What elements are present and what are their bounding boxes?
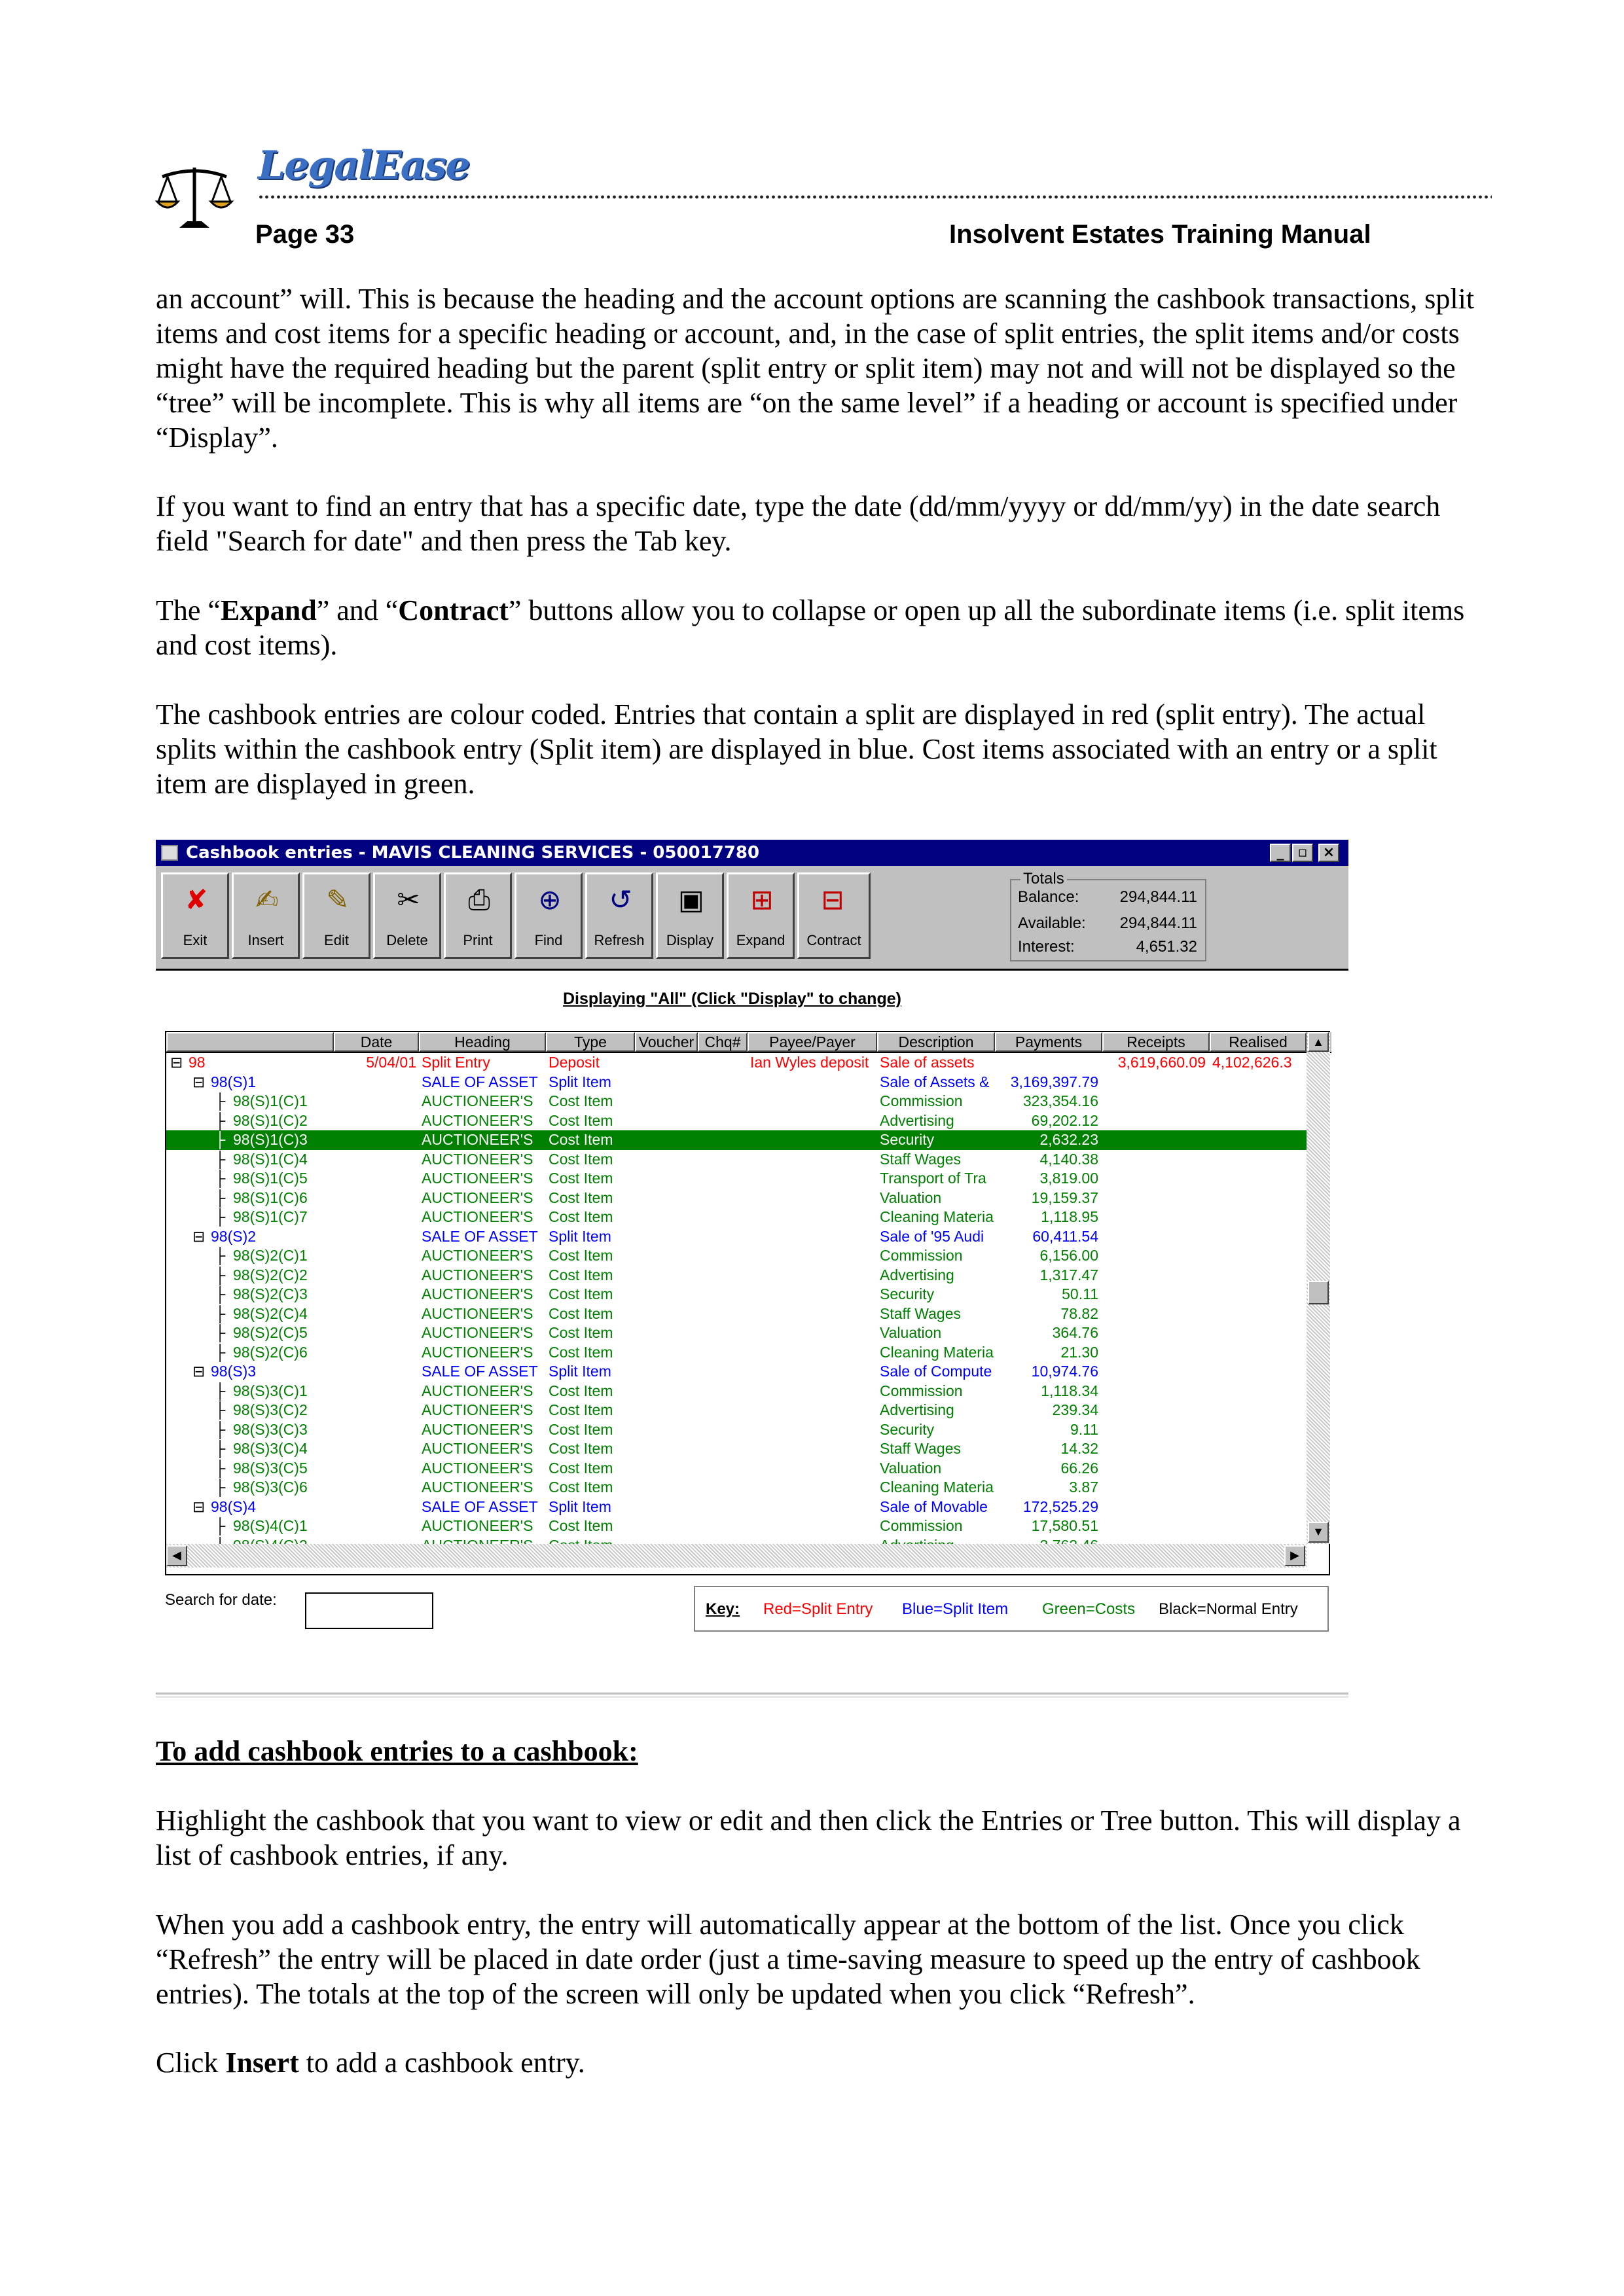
cell-heading: AUCTIONEER'S <box>422 1343 533 1361</box>
balance-value: 294,844.11 <box>1119 888 1197 906</box>
insert-button[interactable]: ✍ Insert <box>232 872 300 959</box>
cell-pay: 364.76 <box>1052 1324 1098 1341</box>
colour-key <box>694 1586 1329 1632</box>
cell-heading: AUCTIONEER'S <box>422 1324 533 1341</box>
interest-value: 4,651.32 <box>1136 938 1197 956</box>
entry-id: 98(S)3(C)3 <box>233 1420 308 1438</box>
entry-id: 98(S)2(C)1 <box>233 1247 308 1264</box>
cell-pay: 19,159.37 <box>1031 1189 1098 1206</box>
col-header-heading[interactable]: Heading <box>419 1032 546 1052</box>
cell-type: Cost Item <box>549 1150 613 1168</box>
close-button[interactable]: × <box>1318 844 1339 862</box>
grid-header <box>166 1032 1331 1053</box>
cell-heading: AUCTIONEER'S <box>422 1382 533 1399</box>
cell-desc: Sale of Movable <box>880 1498 988 1515</box>
col-header-tree[interactable] <box>166 1032 334 1052</box>
manual-title: Insolvent Estates Training Manual <box>949 220 1371 249</box>
cell-heading: AUCTIONEER'S <box>422 1401 533 1418</box>
cell-desc: Sale of assets <box>880 1054 975 1071</box>
entry-id: 98(S)3(C)4 <box>233 1440 308 1457</box>
tree-branch-icon: ├ <box>215 1266 226 1283</box>
cell-type: Cost Item <box>549 1285 613 1302</box>
horizontal-scrollbar[interactable] <box>166 1544 1307 1568</box>
table-row[interactable] <box>166 1362 1307 1382</box>
tree-branch-icon: ├ <box>215 1247 226 1264</box>
cell-heading: AUCTIONEER'S <box>422 1285 533 1302</box>
totals-panel <box>1010 870 1206 961</box>
cell-pay: 1,118.34 <box>1041 1382 1098 1399</box>
paragraph-colour-coding: The cashbook entries are colour coded. Entries that contain a split are displayed in red (split entry). The actual splits within the cashbook entry (Split item) are displayed in blue. Cost items associated with an entry or a split item are displayed in green. <box>156 698 1437 800</box>
table-row[interactable] <box>166 1150 1307 1170</box>
cell-pay: 17,580.51 <box>1031 1517 1098 1534</box>
paragraph-add-entry: When you add a cashbook entry, the entry will automatically appear at the bottom of the list. Once you click “Refresh” the entry will be placed in date order (just a time-saving measure to speed up the entry of cashbook entries). The totals at the top of the screen will only be updated when you click “Refresh”. <box>156 1909 1420 2010</box>
cell-desc: Sale of '95 Audi <box>880 1227 984 1245</box>
available-value: 294,844.11 <box>1119 914 1197 932</box>
insert-icon: ✍ <box>255 884 279 916</box>
cell-pay: 172,525.29 <box>1022 1498 1098 1515</box>
entries-grid <box>165 1031 1330 1575</box>
table-row[interactable] <box>166 1111 1307 1131</box>
entry-id: 98(S)1(C)5 <box>233 1170 308 1187</box>
print-icon: ⎙ <box>468 884 490 916</box>
cell-type: Cost Item <box>549 1517 613 1534</box>
table-row[interactable] <box>166 1169 1307 1189</box>
cell-pay: 323,354.16 <box>1022 1092 1098 1109</box>
cell-heading: AUCTIONEER'S <box>422 1150 533 1168</box>
maximize-button[interactable]: ▫ <box>1292 844 1313 862</box>
entry-id: 98(S)2(C)5 <box>233 1324 308 1341</box>
tree-toggle-icon[interactable]: ⊟ <box>192 1227 206 1245</box>
table-row[interactable] <box>166 1053 1307 1073</box>
minimize-button[interactable]: _ <box>1270 844 1291 862</box>
entry-id: 98(S)2(C)4 <box>233 1304 308 1322</box>
find-icon: ⊕ <box>538 884 562 916</box>
cell-desc: Advertising <box>880 1401 954 1418</box>
table-row[interactable] <box>166 1459 1307 1479</box>
cell-type: Cost Item <box>549 1189 613 1206</box>
cell-desc: Transport of Tra <box>880 1170 986 1187</box>
table-row[interactable] <box>166 1516 1307 1536</box>
table-row[interactable] <box>166 1130 1307 1150</box>
cell-type: Cost Item <box>549 1401 613 1418</box>
cell-desc: Sale of Compute <box>880 1363 992 1380</box>
cell-pay: 1,118.95 <box>1041 1208 1098 1225</box>
table-row[interactable] <box>166 1382 1307 1401</box>
logo-text: LegalEase <box>258 143 469 188</box>
edit-icon: ✎ <box>326 884 350 916</box>
table-row[interactable] <box>166 1073 1307 1092</box>
cell-heading: AUCTIONEER'S <box>422 1266 533 1283</box>
entry-id: 98(S)3(C)2 <box>233 1401 308 1418</box>
grid-rows <box>166 1053 1307 1544</box>
interest-label: Interest: <box>1018 938 1075 956</box>
table-row[interactable] <box>166 1266 1307 1285</box>
cell-heading: AUCTIONEER'S <box>422 1131 533 1148</box>
entry-id: 98(S)2(C)2 <box>233 1266 308 1283</box>
table-row[interactable] <box>166 1227 1307 1247</box>
cell-heading: AUCTIONEER'S <box>422 1111 533 1129</box>
cell-heading: AUCTIONEER'S <box>422 1420 533 1438</box>
cell-heading: AUCTIONEER'S <box>422 1459 533 1477</box>
cell-pay: 3.87 <box>1069 1479 1098 1496</box>
display-filter-link[interactable]: Displaying "All" (Click "Display" to change) <box>563 990 901 1008</box>
cell-payee: Ian Wyles deposit <box>750 1054 869 1071</box>
tree-branch-icon: ├ <box>215 1324 226 1341</box>
cell-heading: AUCTIONEER'S <box>422 1189 533 1206</box>
cell-pay: 3,819.00 <box>1039 1170 1098 1187</box>
table-row[interactable] <box>166 1189 1307 1208</box>
cell-type: Cost Item <box>549 1324 613 1341</box>
key-black: Black=Normal Entry <box>1159 1600 1298 1618</box>
cell-desc: Cleaning Materia <box>880 1208 994 1225</box>
cell-pay: 1,317.47 <box>1039 1266 1098 1283</box>
scroll-right-button[interactable]: ▶ <box>1284 1545 1305 1566</box>
cell-desc: Staff Wages <box>880 1304 962 1322</box>
delete-icon: ✂ <box>397 884 420 916</box>
tree-branch-icon: ├ <box>215 1131 226 1148</box>
toolbar <box>156 866 1348 971</box>
cell-heading: AUCTIONEER'S <box>422 1170 533 1187</box>
tree-toggle-icon[interactable]: ⊟ <box>170 1054 183 1071</box>
tree-branch-icon: ├ <box>215 1304 226 1322</box>
available-label: Available: <box>1018 914 1086 932</box>
cell-type: Cost Item <box>549 1111 613 1129</box>
contract-button[interactable]: ⊟ Contract <box>797 872 871 959</box>
cell-desc: Security <box>880 1285 935 1302</box>
table-row[interactable] <box>166 1285 1307 1304</box>
cell-desc: Commission <box>880 1517 963 1534</box>
window-title: Cashbook entries - MAVIS CLEANING SERVICES - 050017780 <box>186 843 760 863</box>
table-row[interactable] <box>166 1420 1307 1440</box>
expand-button[interactable]: ⊞ Expand <box>727 872 795 959</box>
entry-id: 98(S)4(C)1 <box>233 1517 308 1534</box>
cell-pay: 3,169,397.79 <box>1010 1073 1098 1090</box>
col-header-payments[interactable]: Payments <box>995 1032 1102 1052</box>
delete-button[interactable]: ✂ Delete <box>373 872 441 959</box>
cell-pay: 4,140.38 <box>1039 1150 1098 1168</box>
cell-type: Cost Item <box>549 1479 613 1496</box>
cell-desc: Staff Wages <box>880 1150 962 1168</box>
section-heading: To add cashbook entries to a cashbook: <box>156 1735 638 1767</box>
col-header-type[interactable]: Type <box>546 1032 635 1052</box>
window-app-icon <box>161 845 178 861</box>
tree-branch-icon: ├ <box>215 1459 226 1477</box>
balance-label: Balance: <box>1018 888 1079 906</box>
window-titlebar <box>156 840 1348 866</box>
vertical-scrollbar[interactable] <box>1307 1032 1330 1544</box>
cell-type: Cost Item <box>549 1092 613 1109</box>
key-blue: Blue=Split Item <box>902 1600 1009 1618</box>
cell-heading: SALE OF ASSET <box>422 1363 538 1380</box>
scales-of-justice-icon <box>156 162 233 232</box>
cell-heading: AUCTIONEER'S <box>422 1208 533 1225</box>
paragraph-heading-account: an account” will. This is because the heading and the account options are scanning the cashbook transactions, split items and cost items for a specific heading or account, and, in the case of split entries, the split items and/or costs might have the required heading but the parent (split entry or split item) may not and will not be displayed so the “tree” will be incomplete. This is why all items are “on the same level” if a heading or account is specified under “Display”. <box>156 283 1475 454</box>
scroll-left-button[interactable]: ◀ <box>166 1545 187 1566</box>
search-date-input[interactable] <box>305 1592 433 1629</box>
tree-toggle-icon[interactable]: ⊟ <box>192 1363 206 1380</box>
cell-pay: 14.32 <box>1060 1440 1098 1457</box>
cell-type: Cost Item <box>549 1459 613 1477</box>
entry-id: 98(S)3(C)1 <box>233 1382 308 1399</box>
cell-type: Cost Item <box>549 1420 613 1438</box>
cell-heading: AUCTIONEER'S <box>422 1092 533 1109</box>
page-number: Page 33 <box>255 220 355 249</box>
exit-button[interactable]: ✘ Exit <box>161 872 229 959</box>
refresh-button[interactable]: ↺ Refresh <box>585 872 653 959</box>
contract-icon: ⊟ <box>821 884 844 916</box>
cell-type: Cost Item <box>549 1343 613 1361</box>
cell-pay: 6,156.00 <box>1039 1247 1098 1264</box>
cell-desc: Valuation <box>880 1459 942 1477</box>
table-row[interactable] <box>166 1304 1307 1324</box>
display-icon: ▣ <box>678 884 704 916</box>
entry-id: 98(S)1(C)6 <box>233 1189 308 1206</box>
cashbook-entries-window <box>156 840 1348 1645</box>
entry-id: 98(S)3(C)6 <box>233 1479 308 1496</box>
cell-heading: AUCTIONEER'S <box>422 1440 533 1457</box>
cell-desc: Commission <box>880 1092 963 1109</box>
cell-type: Cost Item <box>549 1208 613 1225</box>
cell-type: Deposit <box>549 1054 600 1071</box>
col-header-payee[interactable]: Payee/Payer <box>748 1032 877 1052</box>
cell-date: 5/04/01 <box>366 1054 416 1071</box>
tree-branch-icon: ├ <box>215 1150 226 1168</box>
cell-desc: Sale of Assets & <box>880 1073 990 1090</box>
cell-desc: Commission <box>880 1247 963 1264</box>
entry-id: 98(S)2 <box>211 1227 257 1245</box>
entry-id: 98(S)3 <box>211 1363 257 1380</box>
table-row[interactable] <box>166 1323 1307 1343</box>
cell-desc: Commission <box>880 1382 963 1399</box>
table-row[interactable] <box>166 1246 1307 1266</box>
cell-real: 4,102,626.3 <box>1212 1054 1292 1071</box>
cell-type: Cost Item <box>549 1266 613 1283</box>
cell-type: Cost Item <box>549 1170 613 1187</box>
cell-heading: AUCTIONEER'S <box>422 1304 533 1322</box>
tree-branch-icon: ├ <box>215 1285 226 1302</box>
cell-desc: Security <box>880 1420 935 1438</box>
exit-icon: ✘ <box>185 884 208 916</box>
col-header-realised[interactable]: Realised <box>1210 1032 1307 1052</box>
table-row[interactable] <box>166 1498 1307 1517</box>
col-header-description[interactable]: Description <box>877 1032 995 1052</box>
cell-desc: Security <box>880 1131 935 1148</box>
tree-branch-icon: ├ <box>215 1420 226 1438</box>
cell-desc: Advertising <box>880 1111 954 1129</box>
cell-type: Split Item <box>549 1363 611 1380</box>
table-row[interactable] <box>166 1401 1307 1420</box>
cell-pay: 2,632.23 <box>1039 1131 1098 1148</box>
table-row[interactable] <box>166 1208 1307 1227</box>
expand-icon: ⊞ <box>750 884 774 916</box>
entry-id: 98(S)1 <box>211 1073 257 1090</box>
cell-type: Split Item <box>549 1498 611 1515</box>
cell-type: Cost Item <box>549 1440 613 1457</box>
scroll-up-button[interactable]: ▲ <box>1308 1032 1329 1052</box>
key-title: Key: <box>706 1600 740 1618</box>
cell-desc: Advertising <box>880 1266 954 1283</box>
entry-id: 98(S)3(C)5 <box>233 1459 308 1477</box>
cell-pay: 10,974.76 <box>1031 1363 1098 1380</box>
cell-heading: SALE OF ASSET <box>422 1073 538 1090</box>
edit-button[interactable]: ✎ Edit <box>302 872 370 959</box>
cell-pay: 69,202.12 <box>1031 1111 1098 1129</box>
cell-type: Cost Item <box>549 1382 613 1399</box>
paragraph-highlight-cashbook: Highlight the cashbook that you want to view or edit and then click the Entries or Tree button. This will display a list of cashbook entries, if any. <box>156 1804 1461 1871</box>
tree-toggle-icon[interactable]: ⊟ <box>192 1073 206 1090</box>
entry-id: 98 <box>189 1054 206 1071</box>
cell-pay: 50.11 <box>1062 1285 1098 1302</box>
cell-pay: 9.11 <box>1070 1420 1098 1438</box>
key-green: Green=Costs <box>1042 1600 1136 1618</box>
totals-title: Totals <box>1020 870 1067 888</box>
cell-type: Cost Item <box>549 1304 613 1322</box>
section-divider <box>156 1693 1348 1698</box>
tree-branch-icon: ├ <box>215 1189 226 1206</box>
tree-branch-icon: ├ <box>215 1401 226 1418</box>
display-button[interactable]: ▣ Display <box>656 872 724 959</box>
cell-pay: 239.34 <box>1052 1401 1098 1418</box>
cell-type: Split Item <box>549 1073 611 1090</box>
refresh-icon: ↺ <box>609 884 632 916</box>
cell-pay: 78.82 <box>1060 1304 1098 1322</box>
cell-pay: 21.30 <box>1060 1343 1098 1361</box>
entry-id: 98(S)1(C)7 <box>233 1208 308 1225</box>
tree-branch-icon: ├ <box>215 1111 226 1129</box>
cell-heading: AUCTIONEER'S <box>422 1479 533 1496</box>
entry-id: 98(S)4 <box>211 1498 257 1515</box>
paragraph-expand-contract: The “Expand” and “Contract” buttons allow you to collapse or open up all the subordinate items (i.e. split items and cost items). <box>156 594 1465 661</box>
scroll-down-button[interactable]: ▼ <box>1308 1522 1329 1543</box>
cell-type: Cost Item <box>549 1131 613 1148</box>
tree-branch-icon: ├ <box>215 1170 226 1187</box>
scroll-thumb[interactable] <box>1308 1281 1329 1304</box>
cell-desc: Cleaning Materia <box>880 1479 994 1496</box>
tree-branch-icon: ├ <box>215 1517 226 1534</box>
cell-type: Cost Item <box>549 1247 613 1264</box>
entry-id: 98(S)1(C)3 <box>233 1131 308 1148</box>
cell-heading: SALE OF ASSET <box>422 1498 538 1515</box>
table-row[interactable] <box>166 1343 1307 1363</box>
tree-branch-icon: ├ <box>215 1440 226 1457</box>
header-dotted-rule <box>258 194 1492 200</box>
entry-id: 98(S)2(C)6 <box>233 1343 308 1361</box>
entry-id: 98(S)1(C)4 <box>233 1150 308 1168</box>
cell-desc: Cleaning Materia <box>880 1343 994 1361</box>
table-row[interactable] <box>166 1478 1307 1498</box>
cell-heading: SALE OF ASSET <box>422 1227 538 1245</box>
cell-heading: AUCTIONEER'S <box>422 1247 533 1264</box>
cell-desc: Valuation <box>880 1189 942 1206</box>
cell-type: Split Item <box>549 1227 611 1245</box>
cell-heading: Split Entry <box>422 1054 490 1071</box>
table-row[interactable] <box>166 1092 1307 1111</box>
col-header-voucher[interactable]: Voucher <box>635 1032 698 1052</box>
search-date-label: Search for date: <box>165 1591 277 1609</box>
cell-rec: 3,619,660.09 <box>1117 1054 1206 1071</box>
paragraph-search-date: If you want to find an entry that has a specific date, type the date (dd/mm/yyyy or dd/mm/yy) in the date search field "Search for date" and then press the Tab key. <box>156 490 1441 557</box>
cell-heading: AUCTIONEER'S <box>422 1517 533 1534</box>
cell-pay: 60,411.54 <box>1032 1227 1098 1245</box>
tree-branch-icon: ├ <box>215 1479 226 1496</box>
cell-pay: 66.26 <box>1060 1459 1098 1477</box>
table-row[interactable] <box>166 1439 1307 1459</box>
tree-branch-icon: ├ <box>215 1343 226 1361</box>
col-header-receipts[interactable]: Receipts <box>1102 1032 1210 1052</box>
entry-id: 98(S)1(C)2 <box>233 1111 308 1129</box>
paragraph-click-insert: Click Insert to add a cashbook entry. <box>156 2047 585 2079</box>
tree-branch-icon: ├ <box>215 1208 226 1225</box>
col-header-cheque[interactable]: Chq# <box>698 1032 748 1052</box>
entry-id: 98(S)2(C)3 <box>233 1285 308 1302</box>
col-header-date[interactable]: Date <box>334 1032 419 1052</box>
tree-branch-icon: ├ <box>215 1382 226 1399</box>
tree-toggle-icon[interactable]: ⊟ <box>192 1498 206 1515</box>
print-button[interactable]: ⎙ Print <box>444 872 512 959</box>
key-red: Red=Split Entry <box>763 1600 873 1618</box>
cell-desc: Staff Wages <box>880 1440 962 1457</box>
cell-desc: Valuation <box>880 1324 942 1341</box>
find-button[interactable]: ⊕ Find <box>514 872 583 959</box>
tree-branch-icon: ├ <box>215 1092 226 1109</box>
entry-id: 98(S)1(C)1 <box>233 1092 308 1109</box>
